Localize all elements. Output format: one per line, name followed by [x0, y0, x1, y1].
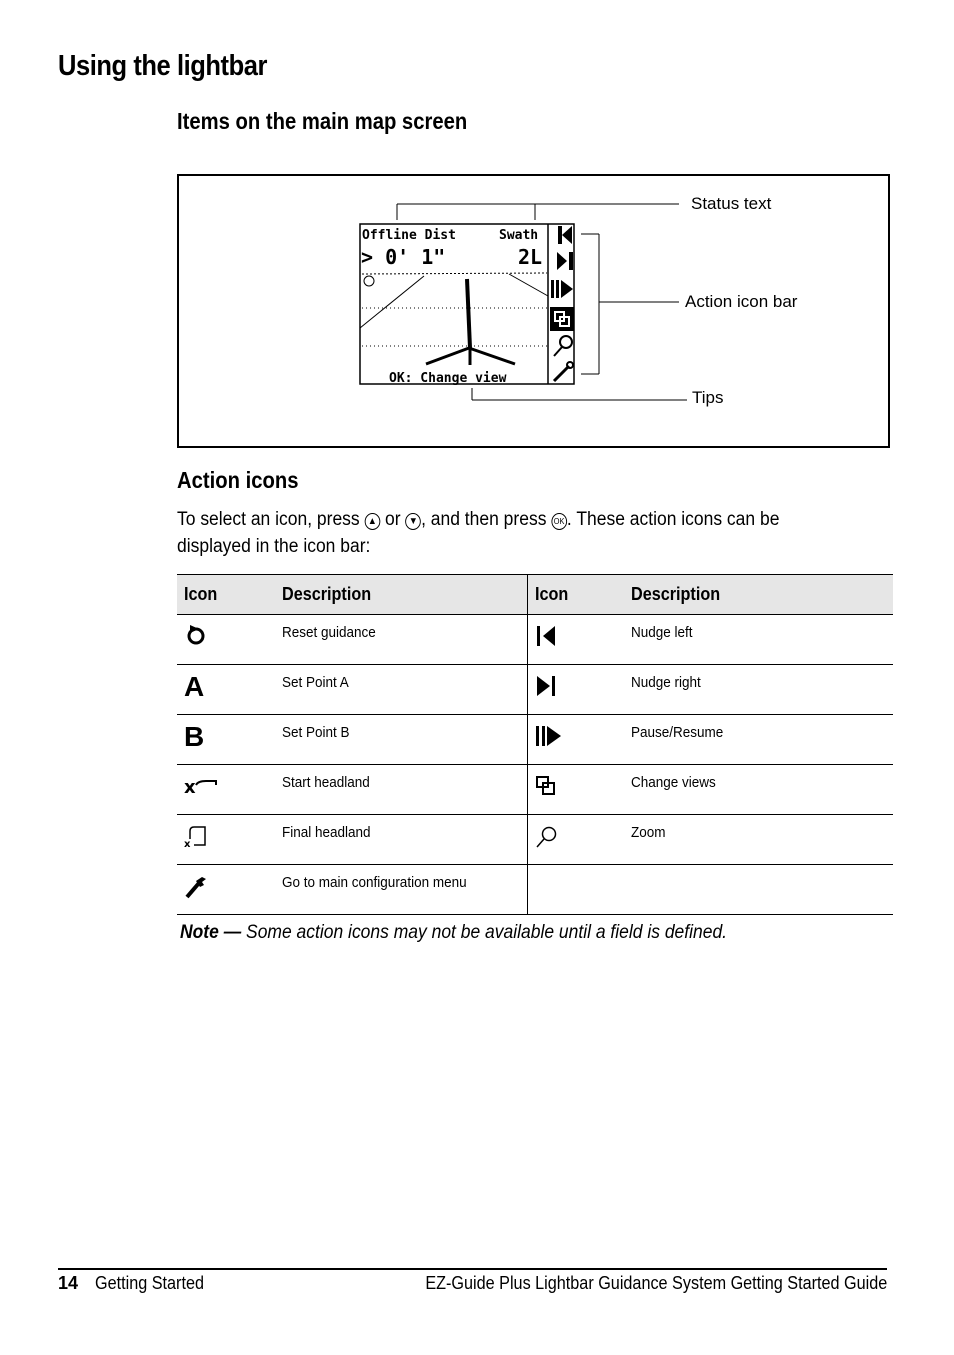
description: Nudge right	[631, 674, 701, 691]
empty-cell	[631, 865, 893, 915]
section-heading-action-icons: Action icons	[177, 467, 299, 493]
page-number: 14	[58, 1273, 79, 1293]
pause-resume-icon	[535, 725, 563, 747]
nudge-left-icon	[558, 226, 562, 244]
note-label: Note —	[180, 922, 242, 943]
footer-rule	[58, 1268, 887, 1270]
table-row	[177, 615, 893, 665]
description: Pause/Resume	[631, 724, 724, 741]
final-headland-icon	[184, 825, 212, 849]
change-views-icon	[535, 775, 559, 797]
header-icon: Icon	[177, 575, 282, 615]
description: Reset guidance	[282, 624, 376, 641]
table-row	[177, 765, 893, 815]
nudge-right-icon	[535, 675, 559, 697]
pause-resume-icon	[551, 280, 554, 298]
svg-text:x: x	[184, 777, 196, 797]
description: Nudge left	[631, 624, 693, 641]
point-a-icon: A	[184, 671, 205, 702]
header-icon: Icon	[528, 575, 632, 615]
down-key-icon: ▼	[405, 513, 421, 530]
intro-text: , and then press	[421, 509, 547, 530]
offline-dist-value: > 0' 1"	[361, 245, 446, 269]
description: Zoom	[631, 824, 666, 841]
swath-value: 2L	[518, 245, 543, 269]
zoom-icon	[535, 825, 559, 849]
callout-status-text: Status text	[691, 194, 772, 213]
svg-text:x: x	[184, 839, 191, 849]
start-headland-icon	[184, 775, 220, 797]
point-b-icon: B	[184, 721, 205, 752]
swath-label: Swath	[499, 228, 539, 243]
description: Go to main configuration menu	[282, 874, 467, 891]
tip-text: OK: Change view	[389, 371, 507, 386]
note-text: Some action icons may not be available until a field is defined.	[246, 922, 728, 943]
pause-resume-icon	[556, 280, 559, 298]
description: Set Point B	[282, 724, 350, 741]
table-row	[177, 865, 893, 915]
header-description: Description	[282, 575, 528, 615]
nudge-right-icon	[569, 252, 573, 270]
header-description: Description	[631, 575, 893, 615]
ok-key-icon: OK	[551, 513, 567, 530]
callout-tips: Tips	[692, 388, 724, 407]
nudge-left-icon	[535, 625, 559, 647]
intro-text: To select an icon, press	[177, 509, 360, 530]
reset-icon	[184, 625, 208, 645]
description: Final headland	[282, 824, 371, 841]
page-title: Using the lightbar	[58, 50, 267, 82]
intro-paragraph	[177, 506, 821, 560]
change-views-icon	[550, 307, 574, 331]
action-icons-table	[177, 574, 893, 915]
table-header-row	[177, 575, 893, 615]
section-heading-items: Items on the main map screen	[177, 108, 468, 134]
intro-text: . These action icons can be displayed in the icon bar:	[177, 509, 780, 557]
table-row	[177, 665, 893, 715]
up-key-icon: ▲	[365, 513, 381, 530]
description: Change views	[631, 774, 716, 791]
callout-action-icon-bar: Action icon bar	[685, 292, 798, 311]
lightbar-screen-figure	[177, 174, 890, 448]
offline-dist-label: Offline Dist	[362, 228, 456, 243]
empty-cell	[528, 865, 632, 915]
description: Start headland	[282, 774, 370, 791]
note	[180, 922, 727, 944]
footer-section: Getting Started	[95, 1273, 204, 1293]
footer-guide-title: EZ-Guide Plus Lightbar Guidance System Getting Started Guide	[425, 1273, 887, 1293]
wrench-icon	[184, 875, 208, 899]
description: Set Point A	[282, 674, 349, 691]
intro-text: or	[385, 509, 401, 530]
table-row	[177, 815, 893, 865]
table-row	[177, 715, 893, 765]
